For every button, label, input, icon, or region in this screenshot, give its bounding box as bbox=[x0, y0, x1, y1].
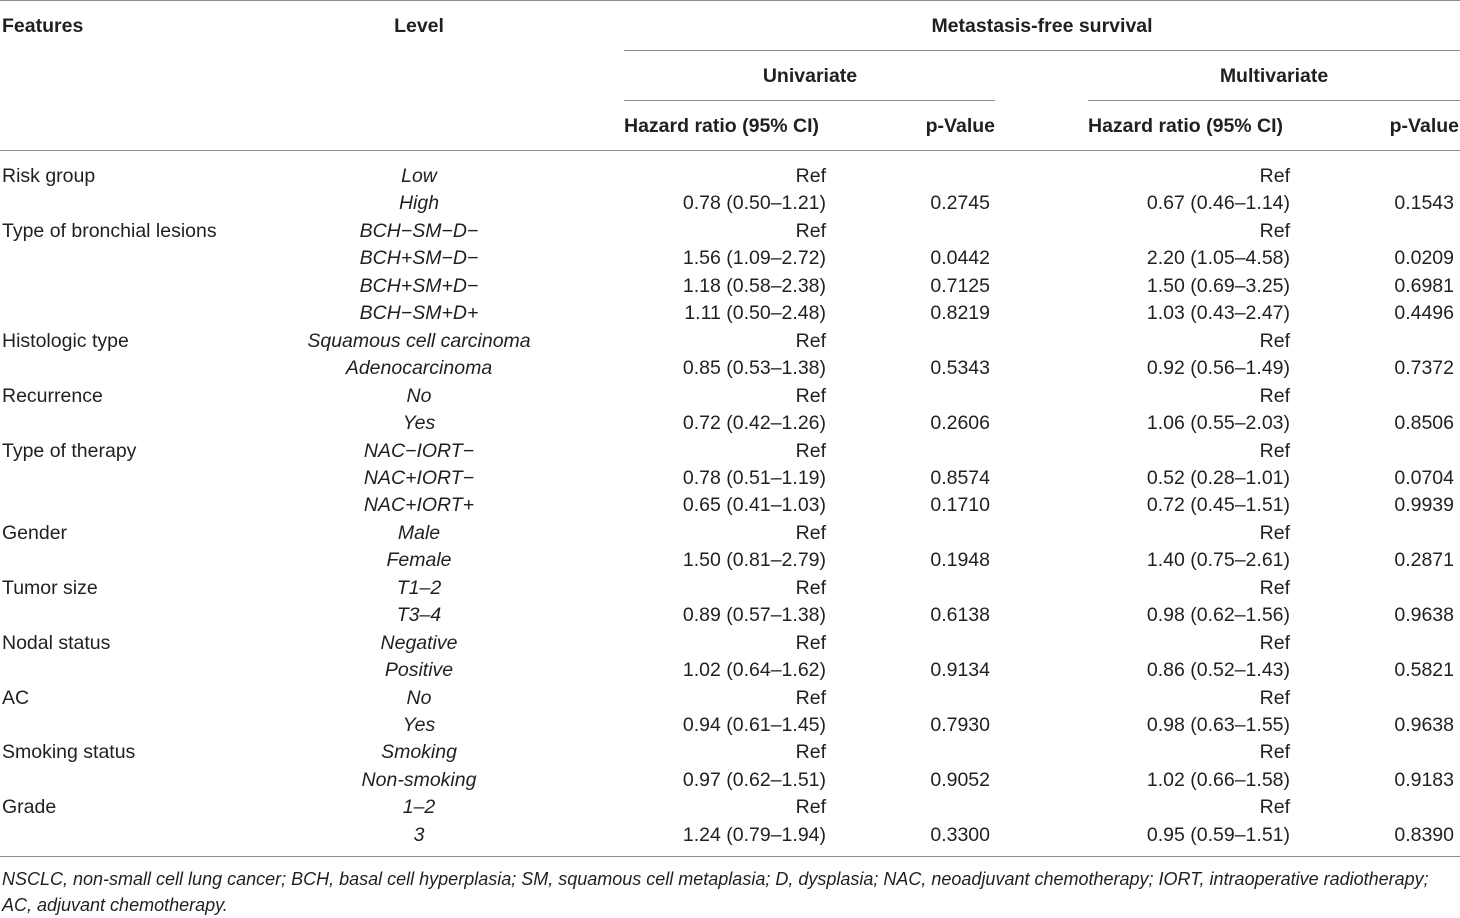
cell-multivariate-hr: Ref bbox=[1259, 576, 1290, 599]
cell-univariate-hr: 1.56 (1.09–2.72) bbox=[682, 247, 826, 270]
cell-univariate-p: 0.9134 bbox=[930, 659, 990, 682]
cell-multivariate-hr: 1.03 (0.43–2.47) bbox=[1146, 302, 1290, 325]
cell-multivariate-hr: 0.67 (0.46–1.14) bbox=[1146, 192, 1290, 215]
cell-univariate-hr: Ref bbox=[795, 631, 826, 654]
cell-multivariate-p: 0.8506 bbox=[1394, 412, 1454, 435]
cell-feature: Grade bbox=[2, 796, 57, 819]
cell-univariate-p: 0.1710 bbox=[930, 494, 990, 517]
cell-multivariate-p: 0.8390 bbox=[1394, 823, 1454, 846]
cell-level: No bbox=[406, 686, 432, 709]
table-bottom-rule bbox=[0, 856, 1460, 857]
cell-univariate-p: 0.7125 bbox=[930, 274, 990, 297]
cell-univariate-p: 0.8574 bbox=[930, 466, 990, 489]
cell-feature: AC bbox=[2, 686, 30, 709]
cell-level: T1–2 bbox=[396, 576, 442, 599]
cell-multivariate-hr: 0.98 (0.62–1.56) bbox=[1146, 604, 1290, 627]
cell-univariate-hr: 1.24 (0.79–1.94) bbox=[682, 823, 826, 846]
cell-multivariate-hr: Ref bbox=[1259, 741, 1290, 764]
group-rule bbox=[624, 50, 1460, 51]
cell-univariate-hr: Ref bbox=[795, 384, 826, 407]
cell-univariate-hr: Ref bbox=[795, 521, 826, 544]
cell-univariate-p: 0.5343 bbox=[930, 357, 990, 380]
cell-univariate-hr: 1.11 (0.50–2.48) bbox=[684, 302, 826, 325]
cell-level: Male bbox=[397, 521, 441, 544]
cell-level: 1–2 bbox=[402, 796, 436, 819]
header-univariate: Univariate bbox=[762, 65, 858, 87]
cell-multivariate-hr: 0.86 (0.52–1.43) bbox=[1146, 659, 1290, 682]
header-univariate-p: p-Value bbox=[925, 115, 995, 137]
header-metastasis-free-survival: Metastasis-free survival bbox=[931, 15, 1153, 37]
cell-multivariate-p: 0.6981 bbox=[1394, 274, 1454, 297]
cell-level: Negative bbox=[380, 631, 458, 654]
cell-univariate-p: 0.2745 bbox=[930, 192, 990, 215]
cell-univariate-hr: 0.97 (0.62–1.51) bbox=[682, 768, 826, 791]
cell-univariate-p: 0.2606 bbox=[930, 412, 990, 435]
cell-level: Squamous cell carcinoma bbox=[307, 329, 531, 352]
cell-univariate-hr: Ref bbox=[795, 219, 826, 242]
cell-level: Female bbox=[386, 549, 452, 572]
cell-multivariate-p: 0.0209 bbox=[1394, 247, 1454, 270]
cell-univariate-hr: 0.94 (0.61–1.45) bbox=[682, 714, 826, 736]
cell-univariate-hr: 0.65 (0.41–1.03) bbox=[682, 494, 826, 517]
cell-univariate-hr: 0.78 (0.51–1.19) bbox=[682, 466, 826, 489]
cell-univariate-hr: Ref bbox=[795, 686, 826, 709]
cell-feature: Gender bbox=[2, 521, 68, 544]
cell-level: T3–4 bbox=[396, 604, 442, 627]
cell-multivariate-hr: 0.98 (0.63–1.55) bbox=[1146, 714, 1290, 736]
cell-multivariate-p: 0.5821 bbox=[1394, 659, 1454, 682]
cell-univariate-hr: 1.50 (0.81–2.79) bbox=[682, 549, 826, 572]
cell-level: NAC+IORT− bbox=[363, 466, 475, 489]
cell-univariate-p: 0.8219 bbox=[930, 302, 990, 325]
cell-multivariate-p: 0.7372 bbox=[1394, 357, 1454, 380]
cell-multivariate-hr: 0.72 (0.45–1.51) bbox=[1146, 494, 1290, 517]
header-multivariate-p: p-Value bbox=[1389, 115, 1459, 137]
cell-univariate-p: 0.3300 bbox=[930, 823, 990, 846]
cell-level: BCH+SM−D− bbox=[359, 247, 479, 270]
cell-univariate-hr: 1.02 (0.64–1.62) bbox=[682, 659, 826, 682]
univariate-rule bbox=[624, 100, 995, 101]
cell-level: BCH+SM+D− bbox=[359, 274, 479, 297]
cell-univariate-hr: 0.85 (0.53–1.38) bbox=[682, 357, 826, 380]
cell-univariate-hr: 0.72 (0.42–1.26) bbox=[682, 412, 826, 435]
cell-level: NAC+IORT+ bbox=[363, 494, 475, 517]
cell-univariate-p: 0.1948 bbox=[930, 549, 990, 572]
cell-univariate-p: 0.7930 bbox=[930, 714, 990, 736]
cell-univariate-hr: Ref bbox=[795, 439, 826, 462]
header-multivariate: Multivariate bbox=[1219, 65, 1329, 87]
cell-multivariate-hr: 1.40 (0.75–2.61) bbox=[1146, 549, 1290, 572]
cell-multivariate-hr: Ref bbox=[1259, 219, 1290, 242]
cell-univariate-hr: 0.89 (0.57–1.38) bbox=[682, 604, 826, 627]
cell-level: Positive bbox=[384, 659, 454, 682]
cell-multivariate-hr: 0.92 (0.56–1.49) bbox=[1146, 357, 1290, 380]
cell-univariate-hr: Ref bbox=[795, 329, 826, 352]
cell-univariate-hr: Ref bbox=[795, 741, 826, 764]
cell-multivariate-hr: Ref bbox=[1259, 439, 1290, 462]
cell-multivariate-hr: Ref bbox=[1259, 521, 1290, 544]
cell-univariate-hr: 1.18 (0.58–2.38) bbox=[682, 274, 826, 297]
cell-multivariate-hr: Ref bbox=[1259, 165, 1290, 187]
cell-level: High bbox=[398, 192, 440, 215]
cell-level: 3 bbox=[413, 823, 425, 846]
cell-multivariate-p: 0.0704 bbox=[1394, 466, 1454, 489]
cell-multivariate-p: 0.4496 bbox=[1394, 302, 1454, 325]
cell-level: Non-smoking bbox=[361, 768, 477, 791]
footnote: NSCLC, non-small cell lung cancer; BCH, basal cell hyperplasia; SM, squamous cell metaplasia; D, dysplasia; NAC, neoadjuvant chemotherapy; IORT, intraoperative radiotherapy; AC, adjuvant chemotherapy. bbox=[2, 869, 1429, 915]
cell-feature: Histologic type bbox=[2, 329, 129, 352]
cell-level: No bbox=[406, 384, 432, 407]
cell-feature: Type of therapy bbox=[2, 439, 137, 462]
cell-level: NAC−IORT− bbox=[363, 439, 475, 462]
cell-level: Low bbox=[401, 165, 437, 187]
cell-multivariate-p: 0.2871 bbox=[1394, 549, 1454, 572]
cell-univariate-hr: 0.78 (0.50–1.21) bbox=[682, 192, 826, 215]
cell-univariate-p: 0.0442 bbox=[930, 247, 990, 270]
cell-multivariate-hr: Ref bbox=[1259, 329, 1290, 352]
cell-univariate-hr: Ref bbox=[795, 576, 826, 599]
header-features: Features bbox=[2, 15, 84, 37]
header-bottom-rule bbox=[0, 150, 1460, 151]
cell-multivariate-p: 0.9939 bbox=[1394, 494, 1454, 517]
cell-multivariate-hr: 0.52 (0.28–1.01) bbox=[1146, 466, 1290, 489]
cell-feature: Tumor size bbox=[2, 576, 98, 599]
cell-multivariate-hr: 2.20 (1.05–4.58) bbox=[1146, 247, 1290, 270]
cell-feature: Risk group bbox=[2, 165, 96, 187]
cell-univariate-p: 0.6138 bbox=[930, 604, 990, 627]
header-univariate-hr: Hazard ratio (95% CI) bbox=[624, 115, 820, 137]
cell-multivariate-p: 0.9638 bbox=[1394, 714, 1454, 736]
cell-multivariate-p: 0.1543 bbox=[1394, 192, 1454, 215]
cell-multivariate-hr: 0.95 (0.59–1.51) bbox=[1146, 823, 1290, 846]
cell-level: Yes bbox=[402, 714, 436, 736]
cell-feature: Recurrence bbox=[2, 384, 103, 407]
cell-feature: Nodal status bbox=[2, 631, 111, 654]
cell-multivariate-hr: 1.06 (0.55–2.03) bbox=[1146, 412, 1290, 435]
cell-level: BCH−SM−D− bbox=[359, 219, 479, 242]
multivariate-rule bbox=[1088, 100, 1460, 101]
top-rule bbox=[0, 0, 1460, 1]
cell-univariate-hr: Ref bbox=[795, 165, 826, 187]
header-level: Level bbox=[394, 15, 444, 37]
header-multivariate-hr: Hazard ratio (95% CI) bbox=[1088, 115, 1284, 137]
cell-multivariate-hr: 1.02 (0.66–1.58) bbox=[1146, 768, 1290, 791]
cell-level: Yes bbox=[402, 412, 436, 435]
cell-multivariate-hr: Ref bbox=[1259, 384, 1290, 407]
cell-level: Smoking bbox=[381, 741, 457, 764]
cell-level: BCH−SM+D+ bbox=[359, 302, 479, 325]
cell-level: Adenocarcinoma bbox=[345, 357, 493, 380]
cell-multivariate-p: 0.9638 bbox=[1394, 604, 1454, 627]
cell-feature: Smoking status bbox=[2, 741, 136, 764]
cell-feature: Type of bronchial lesions bbox=[2, 219, 217, 242]
cell-multivariate-p: 0.9183 bbox=[1394, 768, 1454, 791]
cell-univariate-hr: Ref bbox=[795, 796, 826, 819]
cell-multivariate-hr: Ref bbox=[1259, 796, 1290, 819]
cell-multivariate-hr: 1.50 (0.69–3.25) bbox=[1146, 274, 1290, 297]
cell-multivariate-hr: Ref bbox=[1259, 686, 1290, 709]
cell-univariate-p: 0.9052 bbox=[930, 768, 990, 791]
cell-multivariate-hr: Ref bbox=[1259, 631, 1290, 654]
